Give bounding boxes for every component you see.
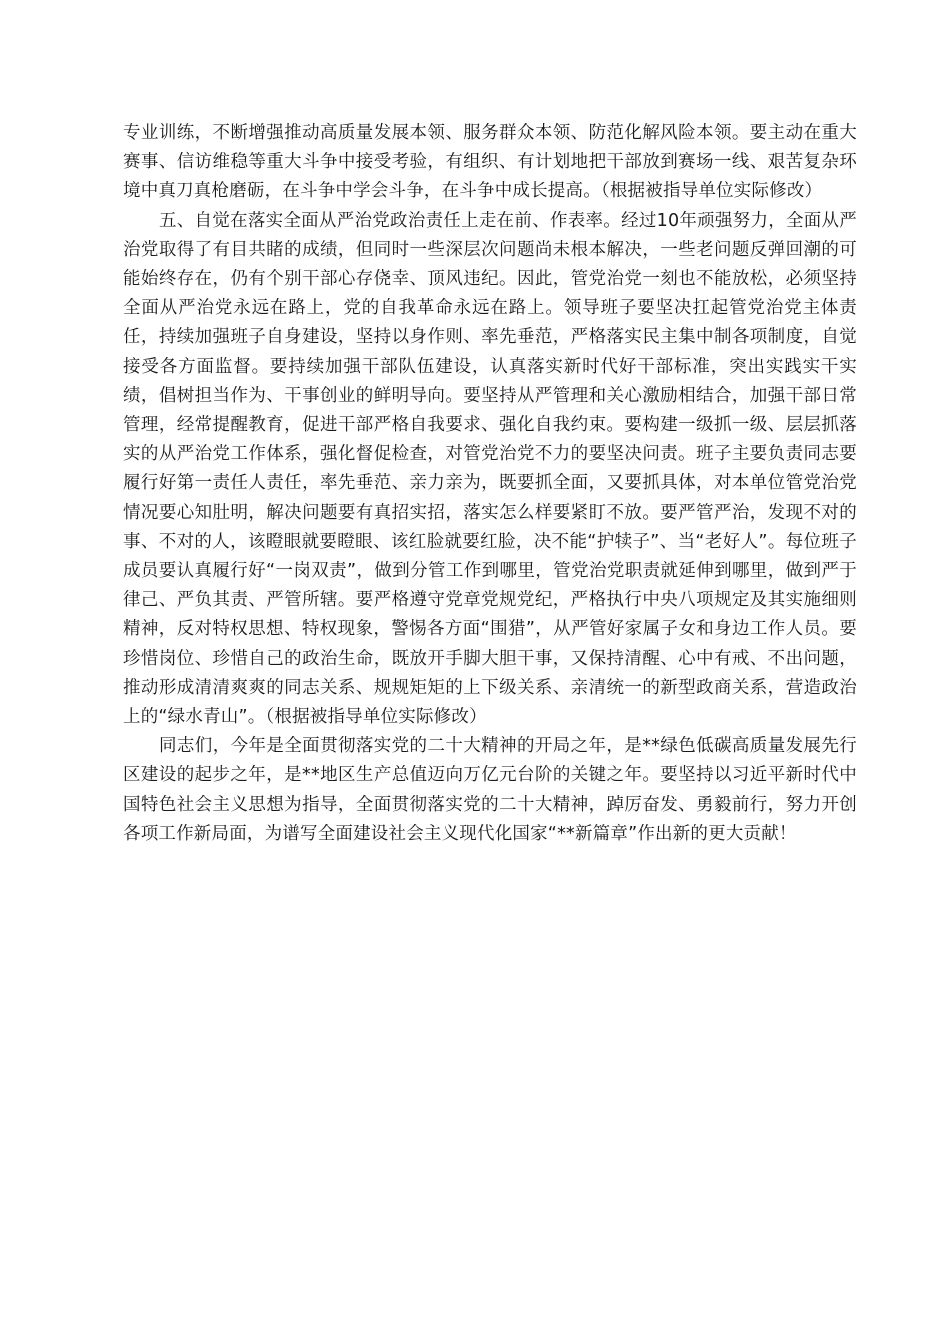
paragraph-training-continuation: 专业训练，不断增强推动高质量发展本领、服务群众本领、防范化解风险本领。要主动在重大赛事、信访维稳等重大斗争中接受考验，有组织、有计划地把干部放到赛场一线、艰苦复杂环境中真刀真枪磨砺，在斗争中学会斗争，在斗争中成长提高。（根据被指导单位实际修改） [123,123,857,202]
paragraph-closing: 同志们，今年是全面贯彻落实党的二十大精神的开局之年，是**绿色低碳高质量发展先行区建设的起步之年，是**地区生产总值迈向万亿元台阶的关键之年。要坚持以习近平新时代中国特色社会主义思想为指导，全面贯彻落实党的二十大精神，踔厉奋发、勇毅前行，努力开创各项工作新局面，为谱写全面建设社会主义现代化国家“**新篇章”作出新的更大贡献！ [123,736,857,844]
document-body [123,119,857,849]
paragraph-section-five: 五、自觉在落实全面从严治党政治责任上走在前、作表率。经过10年顽强努力，全面从严治党取得了有目共睹的成绩，但同时一些深层次问题尚未根本解决，一些老问题反弹回潮的可能始终存在，仍有个别干部心存侥幸、顶风违纪。因此，管党治党一刻也不能放松，必须坚持全面从严治党永远在路上，党的自我革命永远在路上。领导班子要坚决扛起管党治党主体责任，持续加强班子自身建设，坚持以身作则、率先垂范，严格落实民主集中制各项制度，自觉接受各方面监督。要持续加强干部队伍建设，认真落实新时代好干部标准，突出实践实干实绩，倡树担当作为、干事创业的鲜明导向。要坚持从严管理和关心激励相结合，加强干部日常管理，经常提醒教育，促进干部严格自我要求、强化自我约束。要构建一级抓一级、层层抓落实的从严治党工作体系，强化督促检查，对管党治党不力的要坚决问责。班子主要负责同志要履行好第一责任人责任，率先垂范、亲力亲为，既要抓全面，又要抓具体，对本单位管党治党情况要心知肚明，解决问题要有真招实招，落实怎么样要紧盯不放。要严管严治，发现不对的事、不对的人，该瞪眼就要瞪眼、该红脸就要红脸，决不能“护犊子”、当“老好人”。每位班子成员要认真履行好“一岗双责”，做到分管工作到哪里，管党治党职责就延伸到哪里，做到严于律己、严负其责、严管所辖。要严格遵守党章党规党纪，严格执行中央八项规定及其实施细则精神，反对特权思想、特权现象，警惕各方面“围猎”，从严管好家属子女和身边工作人员。要珍惜岗位、珍惜自己的政治生命，既放开手脚大胆干事，又保持清醒、心中有戒、不出问题，推动形成清清爽爽的同志关系、规规矩矩的上下级关系、亲清统一的新型政商关系，营造政治上的“绿水青山”。（根据被指导单位实际修改） [123,210,857,728]
